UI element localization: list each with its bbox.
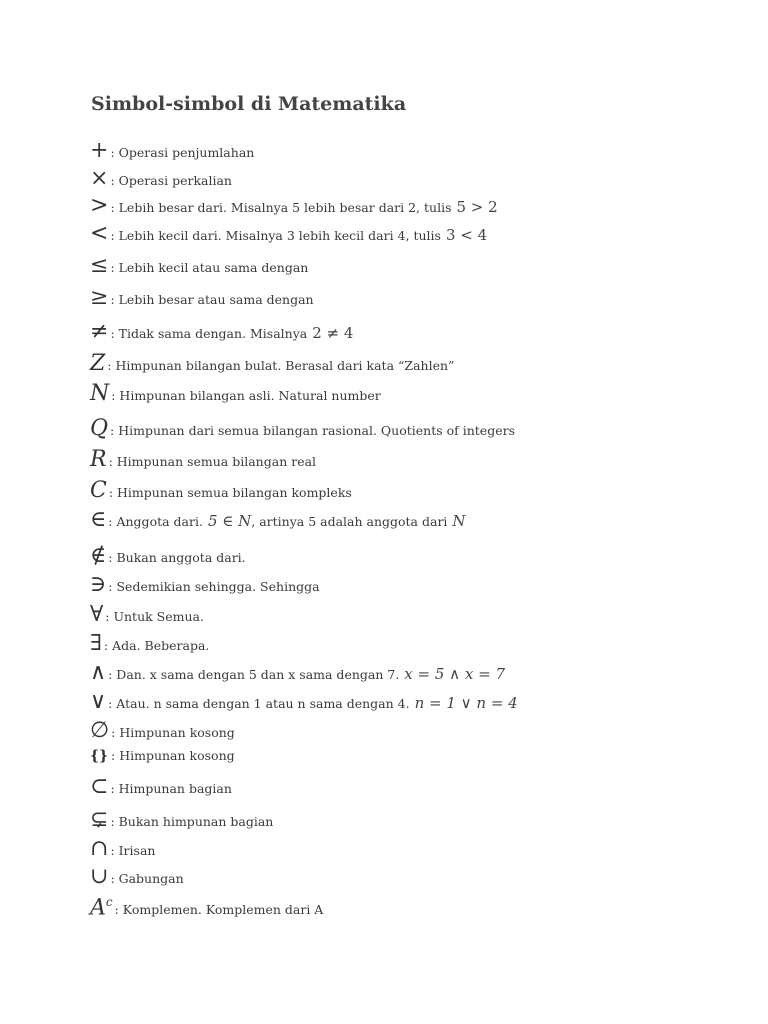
less-than-symbol: <	[90, 221, 109, 246]
symbol-row-greater-or-equal	[90, 287, 314, 319]
symbol-row-and	[90, 662, 505, 694]
symbol-row-such-that	[90, 574, 320, 606]
for-all-symbol: ∀	[90, 602, 104, 627]
symbol-description: : Himpunan kosong	[111, 725, 235, 740]
math-example: 3 < 4	[445, 226, 488, 244]
symbol-description: : Himpunan bagian	[110, 781, 232, 796]
logical-or-symbol: ∨	[90, 689, 107, 714]
subset-symbol: ⊂	[90, 774, 109, 799]
symbol-row-less-or-equal	[90, 255, 308, 287]
symbol-description: : Himpunan semua bilangan kompleks	[108, 485, 352, 500]
intersection-symbol: ∩	[90, 836, 109, 861]
symbol-description: : Irisan	[110, 843, 156, 858]
greater-or-equal-symbol: ≥	[90, 285, 109, 310]
symbol-description: : Himpunan dari semua bilangan rasional. Quotients of integers	[110, 423, 515, 438]
greater-than-symbol: >	[90, 193, 109, 218]
exists-symbol: ∃	[90, 631, 102, 656]
math-example: 2 ≠ 4	[312, 324, 354, 342]
math-example: x = 5 ∧ x = 7	[404, 665, 506, 683]
element-of-symbol: ∈	[90, 507, 107, 532]
less-or-equal-symbol: ≤	[90, 253, 109, 278]
symbol-description: : Gabungan	[110, 871, 184, 886]
naturals-symbol: N	[90, 381, 110, 406]
rationals-symbol: Q	[90, 416, 109, 441]
symbol-description: : Sedemikian sehingga. Sehingga	[108, 579, 320, 594]
math-example: 5 > 2	[456, 198, 498, 216]
symbol-description: : Himpunan bilangan bulat. Berasal dari kata “Zahlen”	[107, 358, 455, 373]
union-symbol: ∪	[90, 864, 109, 889]
reals-symbol: R	[90, 447, 107, 472]
symbol-description: : Lebih kecil dari. Misalnya 3 lebih kecil dari 4, tulis	[110, 228, 441, 243]
symbol-description: : Tidak sama dengan. Misalnya	[110, 326, 308, 341]
symbol-row-complex	[90, 480, 352, 512]
such-that-symbol: ∋	[90, 572, 107, 597]
symbol-description: : Himpunan kosong	[111, 748, 235, 763]
plus-symbol: +	[90, 138, 109, 163]
symbol-description: : Anggota dari.	[108, 514, 203, 529]
math-example-2: N	[452, 512, 466, 530]
symbol-description: : Lebih kecil atau sama dengan	[110, 260, 309, 275]
empty-braces-symbol: {}	[90, 748, 109, 764]
symbol-description: : Komplemen. Komplemen dari A	[114, 902, 324, 918]
integers-symbol: Z	[90, 351, 106, 376]
symbol-description: : Himpunan semua bilangan real	[108, 454, 317, 469]
symbol-row-not-equal	[90, 321, 353, 353]
symbol-row-or	[90, 691, 518, 723]
symbol-row-less-than	[90, 223, 487, 255]
symbol-description: : Operasi penjumlahan	[110, 145, 255, 160]
math-example: 5 ∈ N	[207, 512, 252, 530]
symbol-row-naturals	[90, 383, 381, 415]
times-symbol: ×	[90, 166, 109, 191]
not-element-of-symbol: ∉	[90, 543, 107, 568]
complex-symbol: C	[90, 478, 107, 503]
symbol-row-complement	[90, 896, 323, 928]
symbol-description: : Operasi perkalian	[110, 173, 232, 188]
symbol-description: : Bukan himpunan bagian	[110, 814, 274, 829]
symbol-row-exists	[90, 633, 209, 665]
symbol-description: : Lebih besar atau sama dengan	[110, 292, 314, 307]
symbol-description-continued: , artinya 5 adalah anggota dari	[251, 514, 448, 529]
complement-symbol	[90, 896, 113, 919]
logical-and-symbol: ∧	[90, 660, 107, 685]
symbol-row-subset	[90, 776, 232, 808]
symbol-row-not-subset	[90, 809, 273, 841]
symbol-row-rationals	[90, 418, 515, 450]
symbol-description: : Bukan anggota dari.	[108, 550, 246, 565]
math-example: n = 1 ∨ n = 4	[414, 694, 518, 712]
symbol-description: : Atau. n sama dengan 1 atau n sama dengan 4.	[108, 696, 410, 711]
complement-superscript: c	[105, 895, 113, 909]
symbol-row-union	[90, 866, 184, 898]
symbol-description: : Untuk Semua.	[105, 609, 204, 624]
symbol-description: : Ada. Beberapa.	[103, 638, 210, 653]
symbol-row-integers	[90, 353, 454, 385]
symbol-row-not-element-of	[90, 545, 246, 577]
symbol-description: : Lebih besar dari. Misalnya 5 lebih besar dari 2, tulis	[110, 200, 452, 215]
not-subset-symbol: ⊊	[90, 807, 109, 832]
not-equal-symbol: ≠	[90, 319, 109, 344]
symbol-row-element-of	[90, 509, 466, 541]
symbol-description: : Dan. x sama dengan 5 dan x sama dengan 7.	[108, 667, 400, 682]
symbol-description: : Himpunan bilangan asli. Natural number	[111, 388, 381, 403]
symbol-row-reals	[90, 449, 316, 481]
empty-set-symbol: ∅	[90, 718, 110, 743]
symbol-row-for-all	[90, 604, 204, 636]
complement-base: A	[90, 895, 106, 921]
page-title: Simbol-simbol di Matematika	[91, 93, 407, 115]
